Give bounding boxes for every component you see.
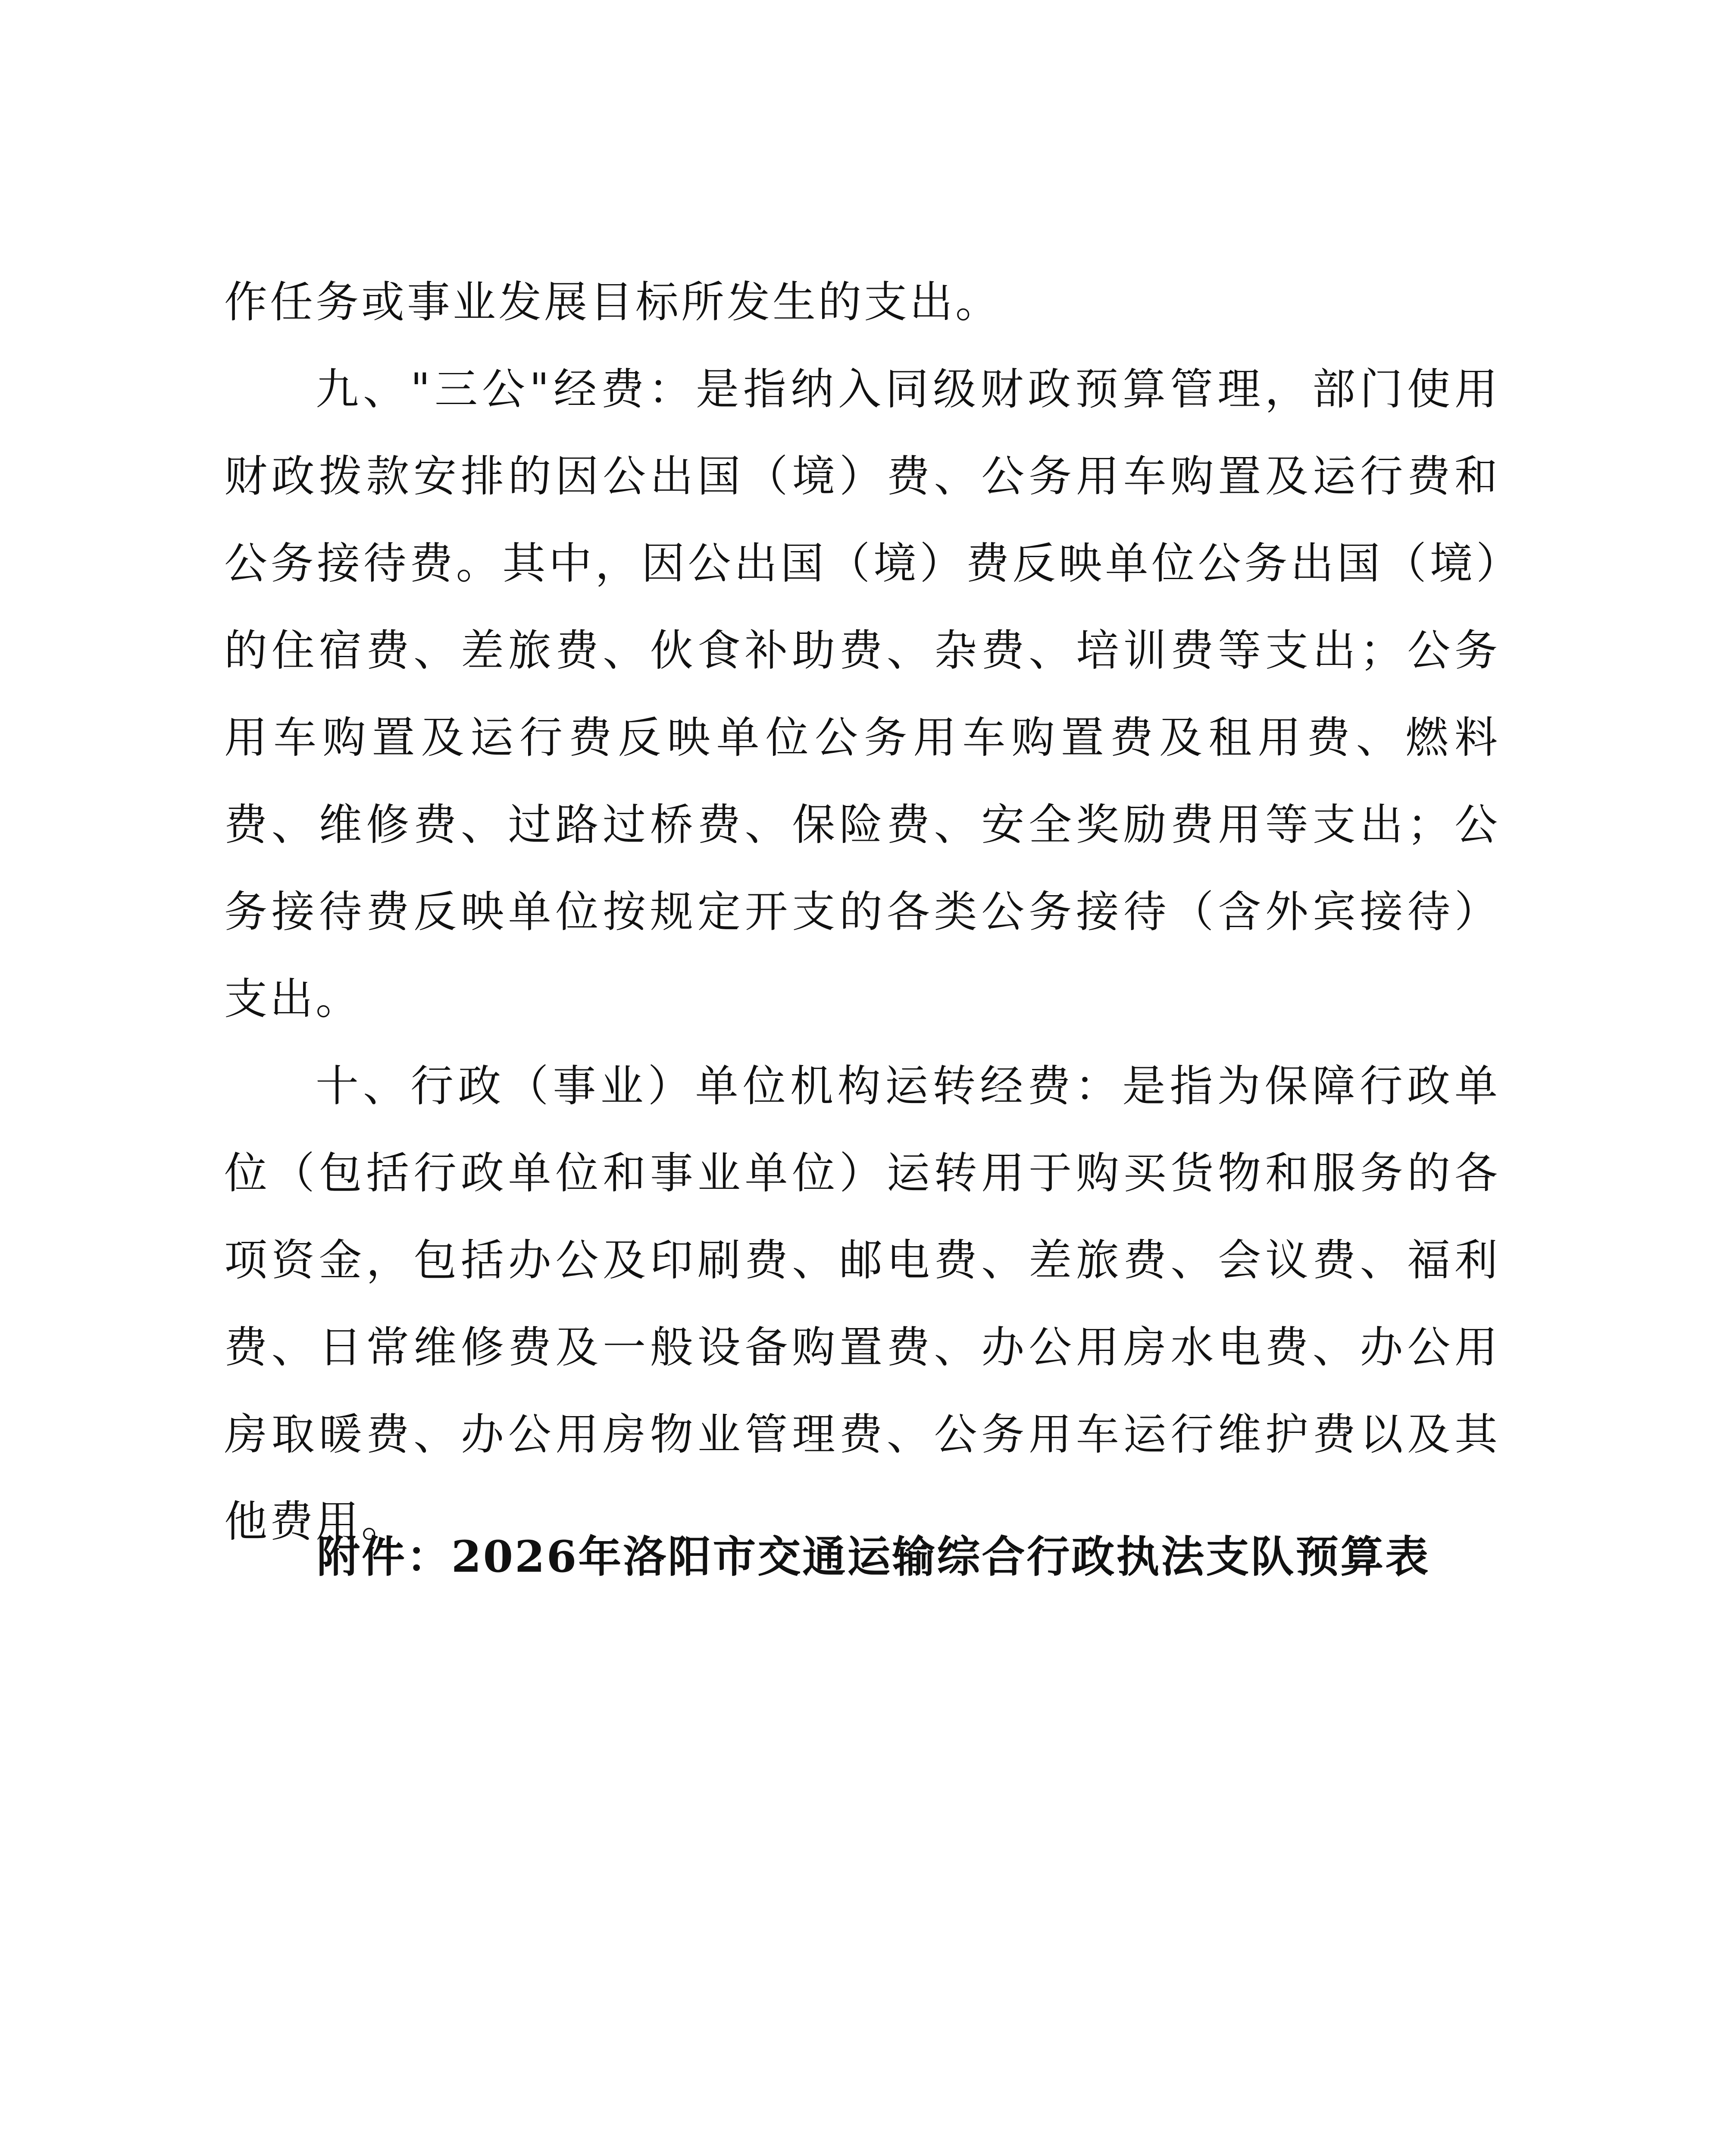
paragraph-three-public-expenses: 九、"三公"经费：是指纳入同级财政预算管理，部门使用财政拨款安排的因公出国（境）费、公务用车购置及运行费和公务接待费。其中，因公出国（境）费反映单位公务出国（境）的住宿费、差旅费、伙食补助费、杂费、培训费等支出；公务用车购置及运行费反映单位公务用车购置费及租用费、燃料费、维修费、过路过桥费、保险费、安全奖励费用等支出；公务接待费反映单位按规定开支的各类公务接待（含外宾接待）支出。 xyxy=(224,364,1500,1024)
attachment-title: 附件：2026年洛阳市交通运输综合行政执法支队预算表 xyxy=(317,1531,1430,1582)
body-text xyxy=(224,259,1500,1565)
paragraph-operating-expenses: 十、行政（事业）单位机构运转经费：是指为保障行政单位（包括行政单位和事业单位）运转用于购买货物和服务的各项资金，包括办公及印刷费、邮电费、差旅费、会议费、福利费、日常维修费及一般设备购置费、办公用房水电费、办公用房取暖费、办公用房物业管理费、公务用车运行维护费以及其他费用。 xyxy=(224,1061,1500,1547)
paragraph-continuation: 作任务或事业发展目标所发生的支出。 xyxy=(224,277,1001,327)
